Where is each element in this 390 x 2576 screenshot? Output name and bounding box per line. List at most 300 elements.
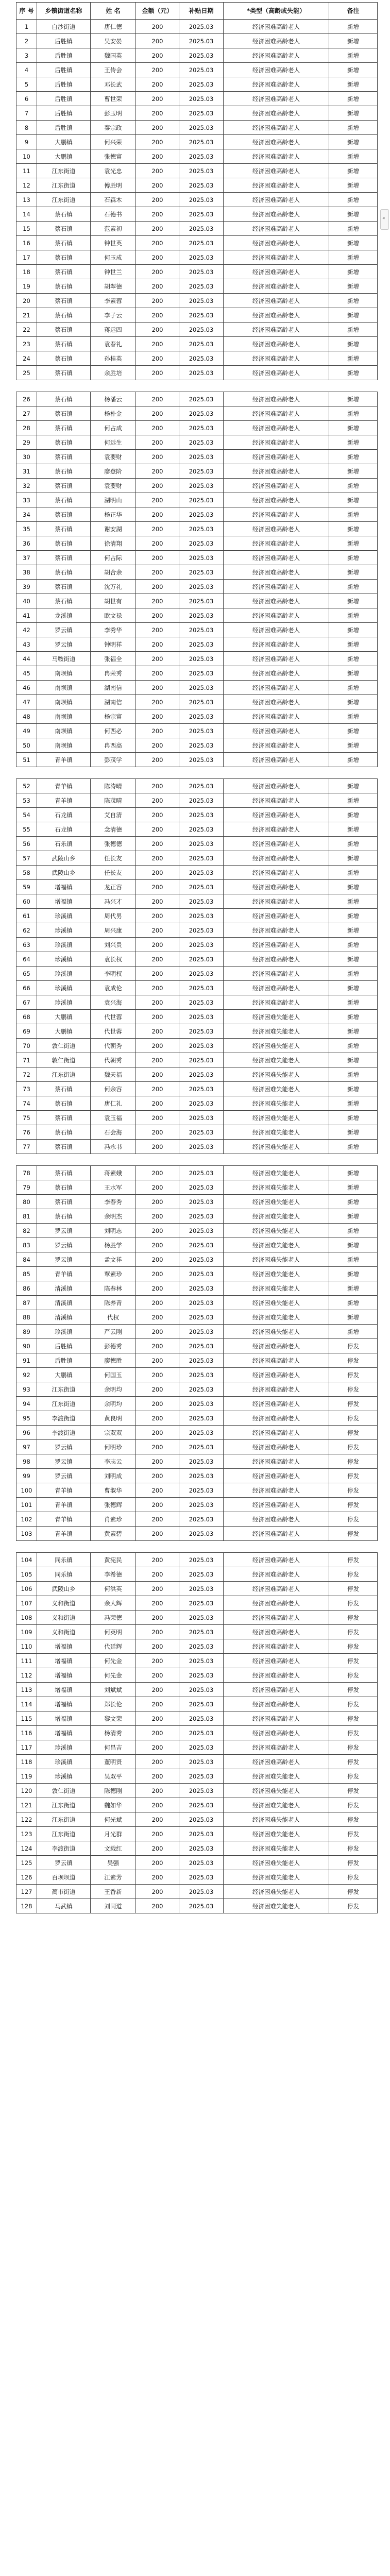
cell-date: 2025.03	[179, 351, 224, 366]
cell-remark: 停发	[329, 1397, 378, 1411]
cell-type: 经济困难高龄老人	[224, 149, 329, 164]
cell-date: 2025.03	[179, 866, 224, 880]
cell-remark: 新增	[329, 63, 378, 77]
cell-index: 83	[16, 1238, 37, 1252]
cell-amount: 200	[136, 695, 179, 709]
cell-remark: 停发	[329, 1454, 378, 1469]
table-row	[16, 1353, 378, 1368]
cell-amount: 200	[136, 1238, 179, 1252]
table-row	[16, 1180, 378, 1195]
cell-index: 108	[16, 1611, 37, 1625]
cell-name: 李希德	[91, 1567, 136, 1582]
table-row	[16, 709, 378, 724]
table-row	[16, 366, 378, 380]
cell-name: 李春秀	[91, 1195, 136, 1209]
cell-remark: 新增	[329, 666, 378, 681]
cell-remark: 停发	[329, 1639, 378, 1654]
cell-type: 经济困难高龄老人	[224, 808, 329, 822]
cell-date: 2025.03	[179, 493, 224, 507]
cell-date: 2025.03	[179, 421, 224, 435]
cell-amount: 200	[136, 308, 179, 323]
cell-remark: 停发	[329, 1527, 378, 1541]
cell-index: 4	[16, 63, 37, 77]
table-row	[16, 681, 378, 695]
cell-remark: 新增	[329, 406, 378, 421]
cell-amount: 200	[136, 1755, 179, 1769]
cell-type: 经济困难高龄老人	[224, 450, 329, 464]
cell-remark: 停发	[329, 1483, 378, 1498]
cell-date: 2025.03	[179, 48, 224, 63]
cell-index: 84	[16, 1252, 37, 1267]
cell-remark: 停发	[329, 1567, 378, 1582]
subsidy-sheet	[16, 2, 377, 1913]
cell-date: 2025.03	[179, 1870, 224, 1885]
table-row	[16, 1096, 378, 1111]
cell-remark: 新增	[329, 1111, 378, 1125]
cell-township: 蔡石镇	[37, 1195, 91, 1209]
table-row	[16, 222, 378, 236]
cell-index: 17	[16, 250, 37, 265]
table-row	[16, 909, 378, 923]
cell-township: 蔺市街道	[37, 1885, 91, 1899]
cell-type: 经济困难高龄老人	[224, 695, 329, 709]
cell-amount: 200	[136, 909, 179, 923]
cell-name: 冉荣秀	[91, 666, 136, 681]
cell-index: 105	[16, 1567, 37, 1582]
cell-name: 代朝秀	[91, 1039, 136, 1053]
table-row	[16, 1899, 378, 1913]
table-row	[16, 981, 378, 995]
table-row	[16, 1325, 378, 1339]
col-header-date: 补贴日期	[179, 3, 224, 20]
cell-amount: 200	[136, 1596, 179, 1611]
cell-remark: 停发	[329, 1740, 378, 1755]
cell-name: 刘明志	[91, 1224, 136, 1238]
cell-name: 欧文禄	[91, 608, 136, 623]
cell-index: 49	[16, 724, 37, 738]
cell-index: 7	[16, 106, 37, 121]
cell-township: 罗云镇	[37, 1454, 91, 1469]
cell-name: 覃素珍	[91, 1267, 136, 1281]
cell-name: 吴强	[91, 1856, 136, 1870]
cell-township: 罗云镇	[37, 1469, 91, 1483]
cell-index: 19	[16, 279, 37, 294]
cell-remark: 停发	[329, 1784, 378, 1798]
cell-date: 2025.03	[179, 1353, 224, 1368]
cell-index: 90	[16, 1339, 37, 1353]
cell-type: 经济困难失能老人	[224, 1310, 329, 1325]
cell-date: 2025.03	[179, 1238, 224, 1252]
cell-date: 2025.03	[179, 92, 224, 106]
cell-amount: 200	[136, 323, 179, 337]
cell-date: 2025.03	[179, 1596, 224, 1611]
cell-township: 百坝坝道	[37, 1870, 91, 1885]
cell-index: 3	[16, 48, 37, 63]
cell-township: 蔡石镇	[37, 551, 91, 565]
cell-type: 经济困难失能老人	[224, 1067, 329, 1082]
cell-name: 冯荣德	[91, 1611, 136, 1625]
cell-township: 蔡石镇	[37, 1166, 91, 1180]
cell-date: 2025.03	[179, 507, 224, 522]
cell-township: 蔡石镇	[37, 1096, 91, 1111]
cell-township: 大鹏镇	[37, 135, 91, 149]
cell-amount: 200	[136, 1140, 179, 1154]
cell-type: 经济困难高龄老人	[224, 493, 329, 507]
cell-remark: 新增	[329, 952, 378, 967]
cell-amount: 200	[136, 366, 179, 380]
table-row	[16, 20, 378, 34]
cell-date: 2025.03	[179, 1096, 224, 1111]
cell-type: 经济困难高龄老人	[224, 580, 329, 594]
cell-amount: 200	[136, 265, 179, 279]
cell-type: 经济困难高龄老人	[224, 265, 329, 279]
cell-remark: 停发	[329, 1553, 378, 1567]
cell-type: 经济困难失能老人	[224, 1082, 329, 1096]
cell-township: 蔡石镇	[37, 250, 91, 265]
table-row	[16, 1798, 378, 1812]
cell-name: 周兴康	[91, 923, 136, 938]
table-row	[16, 1870, 378, 1885]
cell-amount: 200	[136, 63, 179, 77]
cell-type: 经济困难高龄老人	[224, 351, 329, 366]
cell-index: 11	[16, 164, 37, 178]
cell-index: 30	[16, 450, 37, 464]
cell-amount: 200	[136, 1740, 179, 1755]
cell-name: 傅胜明	[91, 178, 136, 193]
cell-type: 经济困难高龄老人	[224, 623, 329, 637]
cell-date: 2025.03	[179, 1397, 224, 1411]
cell-index: 60	[16, 894, 37, 909]
table-row	[16, 1469, 378, 1483]
cell-type: 经济困难高龄老人	[224, 1440, 329, 1454]
cell-type: 经济困难高龄老人	[224, 1567, 329, 1582]
cell-type: 经济困难高龄老人	[224, 709, 329, 724]
cell-township: 大鹏镇	[37, 1010, 91, 1024]
cell-name: 张福全	[91, 652, 136, 666]
cell-date: 2025.03	[179, 121, 224, 135]
cell-name: 孟文祥	[91, 1252, 136, 1267]
cell-index: 128	[16, 1899, 37, 1913]
table-row	[16, 507, 378, 522]
cell-name: 湖明山	[91, 493, 136, 507]
cell-name: 胡合余	[91, 565, 136, 580]
table-row	[16, 1382, 378, 1397]
cell-name: 李明权	[91, 967, 136, 981]
cell-name: 董明贤	[91, 1755, 136, 1769]
cell-amount: 200	[136, 1195, 179, 1209]
cell-index: 110	[16, 1639, 37, 1654]
cell-name: 何占际	[91, 551, 136, 565]
cell-name: 魏天福	[91, 1067, 136, 1082]
cell-index: 117	[16, 1740, 37, 1755]
table-row	[16, 149, 378, 164]
cell-name: 湖南信	[91, 681, 136, 695]
cell-index: 22	[16, 323, 37, 337]
cell-amount: 200	[136, 995, 179, 1010]
cell-amount: 200	[136, 1082, 179, 1096]
cell-remark: 停发	[329, 1899, 378, 1913]
cell-type: 经济困难高龄老人	[224, 1368, 329, 1382]
cell-type: 经济困难失能老人	[224, 1812, 329, 1827]
cell-remark: 新增	[329, 1296, 378, 1310]
cell-date: 2025.03	[179, 1469, 224, 1483]
table-row	[16, 1368, 378, 1382]
table-row	[16, 1856, 378, 1870]
cell-date: 2025.03	[179, 178, 224, 193]
cell-index: 113	[16, 1683, 37, 1697]
table-row	[16, 1483, 378, 1498]
cell-date: 2025.03	[179, 1310, 224, 1325]
cell-index: 56	[16, 837, 37, 851]
cell-township: 蔡石镇	[37, 366, 91, 380]
cell-amount: 200	[136, 1209, 179, 1224]
cell-name: 袁要财	[91, 479, 136, 493]
cell-township: 蔡石镇	[37, 450, 91, 464]
cell-amount: 200	[136, 149, 179, 164]
cell-date: 2025.03	[179, 450, 224, 464]
cell-index: 62	[16, 923, 37, 938]
cell-name: 胡翠德	[91, 279, 136, 294]
cell-amount: 200	[136, 822, 179, 837]
cell-remark: 新增	[329, 323, 378, 337]
cell-date: 2025.03	[179, 1440, 224, 1454]
table-row	[16, 1111, 378, 1125]
cell-name: 黎文荣	[91, 1711, 136, 1726]
cell-date: 2025.03	[179, 222, 224, 236]
cell-remark: 新增	[329, 851, 378, 866]
cell-index: 79	[16, 1180, 37, 1195]
side-tab-chevron-icon: «	[382, 216, 385, 221]
cell-index: 42	[16, 623, 37, 637]
cell-remark: 新增	[329, 435, 378, 450]
cell-amount: 200	[136, 938, 179, 952]
table-row	[16, 1553, 378, 1567]
table-row	[16, 1296, 378, 1310]
table-row	[16, 724, 378, 738]
cell-amount: 200	[136, 507, 179, 522]
cell-township: 青羊镇	[37, 1512, 91, 1527]
cell-date: 2025.03	[179, 793, 224, 808]
cell-amount: 200	[136, 967, 179, 981]
cell-date: 2025.03	[179, 34, 224, 48]
col-header-township: 乡镇街道名称	[37, 3, 91, 20]
cell-name: 郑长伦	[91, 1697, 136, 1711]
cell-township: 武陵山乡	[37, 851, 91, 866]
cell-type: 经济困难高龄老人	[224, 681, 329, 695]
cell-township: 蔡石镇	[37, 594, 91, 608]
cell-amount: 200	[136, 1252, 179, 1267]
cell-name: 彭茂学	[91, 753, 136, 767]
cell-type: 经济困难失能老人	[224, 1252, 329, 1267]
cell-township: 增福镇	[37, 1668, 91, 1683]
cell-amount: 200	[136, 1784, 179, 1798]
cell-amount: 200	[136, 1567, 179, 1582]
cell-date: 2025.03	[179, 1125, 224, 1140]
cell-township: 蔡石镇	[37, 337, 91, 351]
cell-amount: 200	[136, 1454, 179, 1469]
table-row	[16, 594, 378, 608]
table-row	[16, 1639, 378, 1654]
cell-township: 青羊镇	[37, 779, 91, 793]
cell-date: 2025.03	[179, 207, 224, 222]
cell-amount: 200	[136, 580, 179, 594]
cell-amount: 200	[136, 666, 179, 681]
cell-name: 钟世兰	[91, 265, 136, 279]
cell-amount: 200	[136, 1899, 179, 1913]
table-row	[16, 121, 378, 135]
cell-type: 经济困难失能老人	[224, 1784, 329, 1798]
cell-township: 珍溪镇	[37, 923, 91, 938]
cell-amount: 200	[136, 1827, 179, 1841]
cell-remark: 新增	[329, 866, 378, 880]
cell-date: 2025.03	[179, 294, 224, 308]
cell-index: 35	[16, 522, 37, 536]
cell-township: 江东街道	[37, 1397, 91, 1411]
cell-index: 99	[16, 1469, 37, 1483]
cell-name: 宗双双	[91, 1426, 136, 1440]
cell-remark: 新增	[329, 20, 378, 34]
cell-name: 吴双平	[91, 1769, 136, 1784]
cell-amount: 200	[136, 1166, 179, 1180]
table-row	[16, 1697, 378, 1711]
cell-index: 76	[16, 1125, 37, 1140]
table-row	[16, 652, 378, 666]
cell-remark: 停发	[329, 1368, 378, 1382]
cell-name: 廖德胜	[91, 1353, 136, 1368]
cell-remark: 新增	[329, 1039, 378, 1053]
cell-name: 严云刚	[91, 1325, 136, 1339]
cell-township: 蔡石镇	[37, 207, 91, 222]
cell-date: 2025.03	[179, 1885, 224, 1899]
cell-name: 任长友	[91, 851, 136, 866]
cell-type: 经济困难高龄老人	[224, 822, 329, 837]
cell-name: 何昌吉	[91, 1740, 136, 1755]
cell-type: 经济困难高龄老人	[224, 637, 329, 652]
table-row	[16, 193, 378, 207]
cell-type: 经济困难高龄老人	[224, 851, 329, 866]
cell-date: 2025.03	[179, 551, 224, 565]
cell-index: 14	[16, 207, 37, 222]
cell-remark: 新增	[329, 652, 378, 666]
cell-index: 101	[16, 1498, 37, 1512]
table-row	[16, 1238, 378, 1252]
cell-index: 55	[16, 822, 37, 837]
cell-remark: 新增	[329, 923, 378, 938]
cell-name: 刘同道	[91, 1899, 136, 1913]
table-row	[16, 1668, 378, 1683]
table-row	[16, 1125, 378, 1140]
table-row	[16, 1454, 378, 1469]
cell-township: 江东街道	[37, 193, 91, 207]
cell-amount: 200	[136, 193, 179, 207]
col-header-amount: 金额（元）	[136, 3, 179, 20]
cell-index: 23	[16, 337, 37, 351]
cell-amount: 200	[136, 1224, 179, 1238]
cell-amount: 200	[136, 493, 179, 507]
cell-name: 陈茂晴	[91, 793, 136, 808]
cell-amount: 200	[136, 1841, 179, 1856]
cell-remark: 新增	[329, 1325, 378, 1339]
cell-name: 陈养青	[91, 1296, 136, 1310]
cell-name: 陈涛晴	[91, 779, 136, 793]
cell-date: 2025.03	[179, 709, 224, 724]
cell-remark: 新增	[329, 1209, 378, 1224]
table-row	[16, 392, 378, 406]
table-row	[16, 666, 378, 681]
cell-date: 2025.03	[179, 193, 224, 207]
cell-township: 珍溪镇	[37, 952, 91, 967]
cell-remark: 新增	[329, 392, 378, 406]
cell-remark: 新增	[329, 967, 378, 981]
cell-date: 2025.03	[179, 1582, 224, 1596]
cell-type: 经济困难高龄老人	[224, 1625, 329, 1639]
cell-index: 125	[16, 1856, 37, 1870]
cell-remark: 新增	[329, 822, 378, 837]
cell-remark: 新增	[329, 580, 378, 594]
cell-remark: 停发	[329, 1596, 378, 1611]
cell-remark: 停发	[329, 1611, 378, 1625]
cell-township: 石龙镇	[37, 822, 91, 837]
cell-index: 43	[16, 637, 37, 652]
cell-type: 经济困难高龄老人	[224, 1498, 329, 1512]
cell-name: 任长友	[91, 866, 136, 880]
cell-township: 蔡石镇	[37, 493, 91, 507]
cell-remark: 新增	[329, 808, 378, 822]
cell-remark: 新增	[329, 164, 378, 178]
cell-amount: 200	[136, 923, 179, 938]
cell-amount: 200	[136, 837, 179, 851]
cell-type: 经济困难失能老人	[224, 1885, 329, 1899]
cell-index: 106	[16, 1582, 37, 1596]
table-row	[16, 1397, 378, 1411]
cell-index: 124	[16, 1841, 37, 1856]
table-row	[16, 1625, 378, 1639]
page-break-cell	[16, 380, 378, 392]
cell-date: 2025.03	[179, 1740, 224, 1755]
cell-amount: 200	[136, 1469, 179, 1483]
cell-name: 张德德	[91, 837, 136, 851]
cell-name: 陈德刚	[91, 1784, 136, 1798]
cell-remark: 新增	[329, 34, 378, 48]
cell-township: 增福镇	[37, 1697, 91, 1711]
cell-type: 经济困难失能老人	[224, 1140, 329, 1154]
cell-index: 95	[16, 1411, 37, 1426]
table-row	[16, 851, 378, 866]
cell-index: 36	[16, 536, 37, 551]
cell-township: 珍溪镇	[37, 1740, 91, 1755]
table-row	[16, 1067, 378, 1082]
cell-remark: 新增	[329, 1125, 378, 1140]
cell-amount: 200	[136, 34, 179, 48]
table-row	[16, 435, 378, 450]
side-collapse-tab[interactable]	[380, 209, 389, 230]
cell-date: 2025.03	[179, 265, 224, 279]
cell-type: 经济困难高龄老人	[224, 421, 329, 435]
table-row	[16, 77, 378, 92]
cell-index: 123	[16, 1827, 37, 1841]
cell-index: 68	[16, 1010, 37, 1024]
cell-index: 53	[16, 793, 37, 808]
cell-township: 蔡石镇	[37, 1180, 91, 1195]
cell-name: 胡世有	[91, 594, 136, 608]
cell-index: 86	[16, 1281, 37, 1296]
cell-type: 经济困难高龄老人	[224, 938, 329, 952]
page-break-gap	[16, 380, 378, 392]
cell-name: 唐仁礼	[91, 1096, 136, 1111]
cell-index: 38	[16, 565, 37, 580]
cell-date: 2025.03	[179, 1024, 224, 1039]
cell-date: 2025.03	[179, 1899, 224, 1913]
